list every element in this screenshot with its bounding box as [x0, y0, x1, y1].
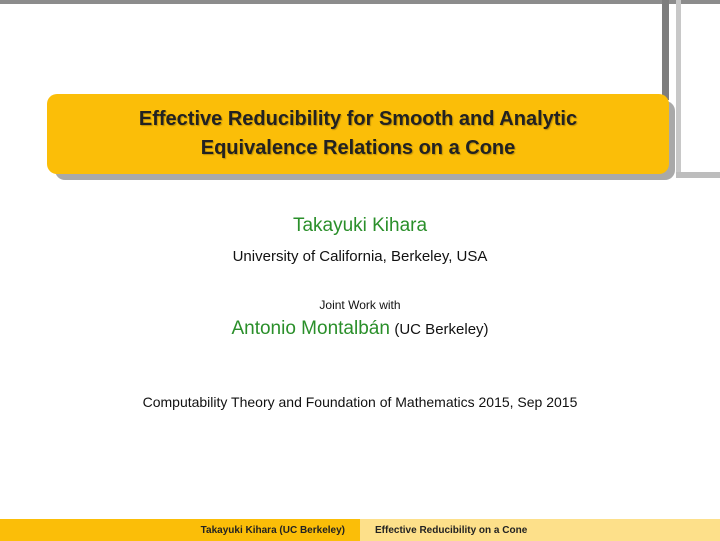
footer-short-title: Effective Reducibility on a Cone — [375, 524, 528, 536]
author-affiliation: University of California, Berkeley, USA — [232, 248, 488, 265]
coauthor-name: Antonio Montalbán — [231, 318, 390, 339]
page-edge-light — [676, 0, 681, 178]
title-line-1: Effective Reducibility for Smooth and Analytic — [138, 108, 578, 130]
page-edge-ledge — [676, 172, 720, 178]
title-box — [47, 94, 669, 174]
joint-work-label: Joint Work with — [319, 298, 401, 312]
footer-left — [0, 519, 360, 541]
footer-right — [360, 519, 720, 541]
title-line-2: Equivalence Relations on a Cone — [200, 137, 516, 159]
page-edge-dark — [662, 0, 669, 100]
top-border — [0, 0, 720, 4]
footer-author: Takayuki Kihara (UC Berkeley) — [200, 524, 345, 536]
conference-info: Computability Theory and Foundation of Mathematics 2015, Sep 2015 — [142, 394, 578, 410]
coauthor-affiliation: (UC Berkeley) — [394, 321, 489, 338]
coauthor-line — [0, 318, 720, 340]
footer-bar — [0, 519, 720, 541]
author-name: Takayuki Kihara — [292, 215, 428, 236]
